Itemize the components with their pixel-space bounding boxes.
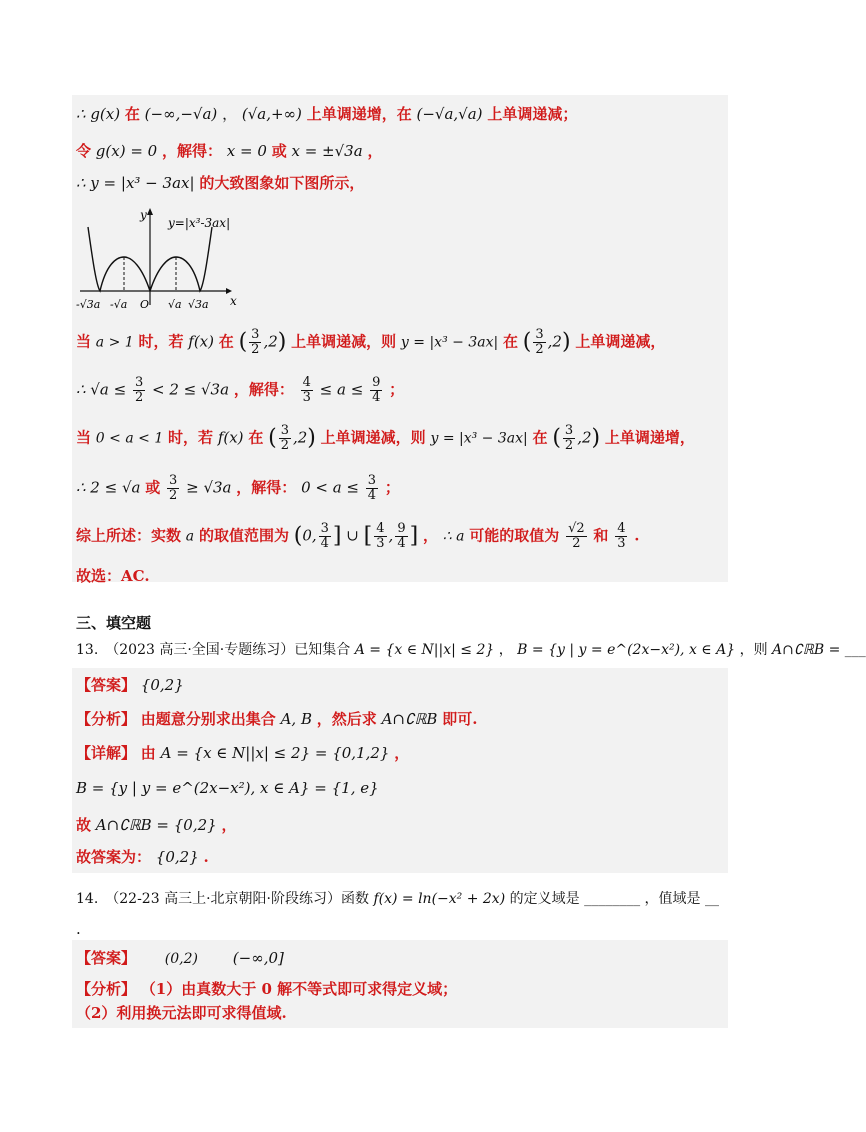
- text-ling: 令: [76, 142, 92, 160]
- y-label: y: [140, 208, 147, 222]
- text-and: 和: [593, 526, 609, 545]
- q14-dot: .: [76, 920, 81, 938]
- text-comma: ，: [221, 816, 237, 834]
- text-comma: ，: [394, 744, 410, 762]
- interval-pos-inf: (√a,+∞): [241, 105, 302, 123]
- text-or: 或: [145, 478, 161, 497]
- math-x-zero: x = 0: [226, 142, 267, 160]
- solution-line-6: 当 0 < a < 1 时，若 f(x) 在 ( $\frac{3}{2}$ ,2) 上单调递减，则 y = |x³ − 3ax| 在 ( $\frac{3}{2}$ ,2) 上单调递增，: [76, 423, 695, 453]
- detail-tag: 【详解】: [76, 744, 137, 762]
- comma: ，: [222, 105, 238, 123]
- set-expression: A∩∁ℝB =: [772, 642, 841, 658]
- text-period: .: [203, 848, 209, 866]
- q13-stem: [76, 639, 866, 661]
- text-increasing: 上单调递增，: [604, 428, 695, 447]
- q13-answer: [76, 674, 184, 696]
- func-label: y=|x³-3ax|: [168, 216, 231, 230]
- math-f-x: f(x): [188, 332, 214, 351]
- text-graph-intro: 的大致图象如下图所示，: [199, 174, 365, 192]
- frac-9-4: $\frac{9}{4}$: [372, 375, 381, 405]
- text-comma: ，: [422, 526, 438, 545]
- interval-0: 0,: [302, 526, 317, 545]
- math-lt-2: < 2 ≤ √3a: [152, 380, 230, 399]
- range-blank: __: [704, 891, 719, 907]
- math-x-root: x = ±√3a: [291, 142, 363, 160]
- math-g-zero: g(x) = 0: [95, 142, 158, 160]
- frac-4-3: $\frac{4}{3}$: [617, 521, 626, 551]
- frac-3-2: $\frac{3}{2}$: [535, 327, 544, 357]
- interval-end-2: ,2: [577, 428, 592, 447]
- q13-detail-2: [76, 777, 379, 799]
- text-shi-ruo: 时，若: [168, 428, 214, 447]
- q14-stem: [76, 888, 719, 910]
- text-range: 的取值范围为: [198, 526, 289, 545]
- text-dang: 当: [76, 332, 92, 351]
- text-decreasing: 上单调递减，: [575, 332, 666, 351]
- math-y-abs: y = |x³ − 3ax|: [430, 430, 528, 447]
- analysis-text: 即可.: [442, 710, 478, 728]
- text-or: 或: [271, 142, 287, 160]
- text-solve: ，解得：: [162, 142, 223, 160]
- answer-domain: (0,2): [164, 951, 198, 967]
- math-a-range: 0 < a < 1: [95, 430, 164, 447]
- text-final-answer: 故答案为：: [76, 848, 152, 866]
- answer-value: {0,2}: [140, 676, 184, 694]
- text-increasing: 上单调递增，在: [306, 105, 412, 123]
- answer-tag: 【答案】: [76, 676, 137, 694]
- interval-end-2: ,2: [547, 332, 562, 351]
- text-shi-ruo: 时，若: [138, 332, 184, 351]
- text-comma: ，: [367, 142, 383, 160]
- tick-origin: O: [140, 298, 150, 311]
- section-title-fill-blank: 三、填空题: [76, 614, 152, 632]
- text-range: ，值域是: [644, 891, 701, 907]
- frac-4-3: $\frac{4}{3}$: [302, 375, 311, 405]
- solution-line-7: [76, 474, 400, 503]
- therefore-symbol: ∴: [76, 105, 86, 123]
- math-y-abs: ∴ y = |x³ − 3ax|: [76, 174, 195, 192]
- text-gu: 故: [76, 816, 92, 834]
- set-a-def: A = {x ∈ N||x| ≤ 2}: [354, 642, 495, 658]
- interval-middle: (−√a,√a): [416, 105, 483, 123]
- tick-neg-roota: -√a: [110, 298, 128, 311]
- analysis-text: 由题意分别求出集合: [140, 710, 276, 728]
- set-b-def: B = {y | y = e^(2x−x²), x ∈ A}: [517, 642, 736, 658]
- text-decreasing-then: 上单调递减，则: [291, 332, 397, 351]
- text-zai: 在: [218, 332, 234, 351]
- y-axis-arrow: [147, 208, 153, 215]
- frac-3-2: $\frac{3}{2}$: [280, 423, 289, 453]
- frac-3-4: $\frac{3}{4}$: [320, 521, 329, 551]
- math-0-lt-a-le: 0 < a ≤: [301, 478, 360, 497]
- math-therefore-a: ∴ a: [442, 528, 465, 545]
- text-decreasing-then: 上单调递减，则: [320, 428, 426, 447]
- answer-blank: ___: [844, 642, 866, 658]
- frac-4-3: $\frac{4}{3}$: [376, 521, 385, 551]
- math-y-abs: y = |x³ − 3ax|: [400, 334, 499, 351]
- analysis-tag: 【分析】: [76, 710, 137, 728]
- text-solve: ，解得：: [233, 380, 294, 399]
- q14-analysis-2: （2）利用换元法即可求得值域.: [76, 1004, 287, 1022]
- solution-line-5: [76, 376, 404, 405]
- q14-source: 14. （22-23 高三上·北京朝阳·阶段练习）函数: [76, 891, 369, 907]
- math-f-x: f(x): [217, 428, 244, 447]
- domain-blank: ________: [584, 891, 641, 907]
- function-def: f(x) = ln(−x² + 2x): [373, 891, 506, 907]
- text-zai: 在: [248, 428, 264, 447]
- function-graph: [76, 205, 246, 315]
- math-set-b: B = {y | y = e^(2x−x²), x ∈ A} = {1, e}: [76, 779, 379, 797]
- q13-detail-1: [76, 742, 409, 764]
- frac-root2-2: $\frac{√2}{2}$: [568, 521, 585, 551]
- text-zai: 在: [532, 428, 548, 447]
- analysis-text: ，然后求: [316, 710, 377, 728]
- math-result: A∩∁ℝB = {0,2}: [95, 816, 217, 834]
- text-you: 由: [140, 744, 156, 762]
- text-semicolon: ；: [384, 478, 400, 497]
- text-summary: 综上所述：实数: [76, 526, 182, 545]
- tick-roota: √a: [168, 298, 182, 311]
- answer-tag: 【答案】: [76, 949, 137, 967]
- frac-3-2: $\frac{3}{2}$: [169, 473, 178, 503]
- q13-analysis: [76, 708, 477, 730]
- text-zai: 在: [502, 332, 518, 351]
- text-decreasing: 上单调递减；: [487, 105, 578, 123]
- final-choice: 故选：AC.: [76, 567, 150, 585]
- tick-neg-root3a: -√3a: [76, 298, 101, 311]
- solution-line-3: [76, 172, 364, 194]
- frac-3-4: $\frac{3}{4}$: [367, 473, 377, 503]
- answer-panel-13: [72, 668, 728, 873]
- text-period: .: [634, 526, 640, 545]
- text-possible-values: 可能的取值为: [469, 526, 560, 545]
- math-a-gt-1: a > 1: [95, 334, 134, 351]
- solution-line-1: [76, 103, 577, 125]
- text-domain: 的定义域是: [509, 891, 580, 907]
- math-final: {0,2}: [155, 848, 199, 866]
- interval-end-2: ,2: [263, 332, 278, 351]
- math-expression: A∩∁ℝB: [381, 710, 438, 728]
- text-zai: 在: [124, 105, 140, 123]
- answer-range: (−∞,0]: [232, 949, 284, 967]
- tick-root3a: √3a: [188, 298, 209, 311]
- text-dang: 当: [76, 428, 92, 447]
- text-solve: ，解得：: [236, 478, 297, 497]
- analysis-text: （1）由真数大于 0 解不等式即可求得定义域；: [140, 980, 458, 998]
- comma: ，: [498, 642, 513, 658]
- frac-9-4: $\frac{9}{4}$: [397, 521, 406, 551]
- analysis-tag: 【分析】: [76, 980, 137, 998]
- q14-analysis-1: [76, 978, 457, 1000]
- solution-line-2: [76, 140, 382, 162]
- math-set-a: A = {x ∈ N||x| ≤ 2} = {0,1,2}: [160, 744, 390, 762]
- math-le-a-le: ≤ a ≤: [319, 380, 364, 399]
- frac-3-2: $\frac{3}{2}$: [134, 375, 144, 405]
- math-g-x: g(x): [90, 105, 121, 123]
- math-a: a: [185, 528, 195, 545]
- math-2-le-roota: ∴ 2 ≤ √a: [76, 478, 141, 497]
- solution-line-4: 当 a > 1 时，若 f(x) 在 ( $\frac{3}{2}$ ,2) 上单调递减，则 y = |x³ − 3ax| 在 ( $\frac{3}{2}$ ,2) 上单调递减，: [76, 327, 666, 357]
- q13-detail-4: [76, 846, 209, 868]
- q14-answer: [76, 947, 284, 970]
- frac-3-2: $\frac{3}{2}$: [564, 423, 574, 453]
- q13-source: 13. （2023 高三·全国·专题练习）已知集合: [76, 642, 351, 658]
- x-label: x: [230, 294, 237, 308]
- math-a-b: A, B: [280, 710, 312, 728]
- text-semicolon: ；: [389, 380, 405, 399]
- solution-line-8: 综上所述：实数 a 的取值范围为 (0, $\frac{3}{4}$ ] ∪ [ $\frac{4}{3}$ , $\frac{9}{4}$ ] ， ∴ a 可能的取值为 $\frac{√2}{2}$ 和 $\frac{4}{3}$ .: [76, 521, 640, 551]
- interval-end-2: ,2: [292, 428, 308, 447]
- math-roota-le: ∴ √a ≤: [76, 380, 127, 399]
- union-symbol: ∪: [346, 526, 359, 545]
- math-ge-root3a: ≥ √3a: [186, 478, 232, 497]
- text-then: ，则: [739, 642, 768, 658]
- q13-detail-3: [76, 814, 237, 836]
- frac-3-2: $\frac{3}{2}$: [251, 327, 260, 357]
- interval-neg-inf: (−∞,−√a): [144, 105, 218, 123]
